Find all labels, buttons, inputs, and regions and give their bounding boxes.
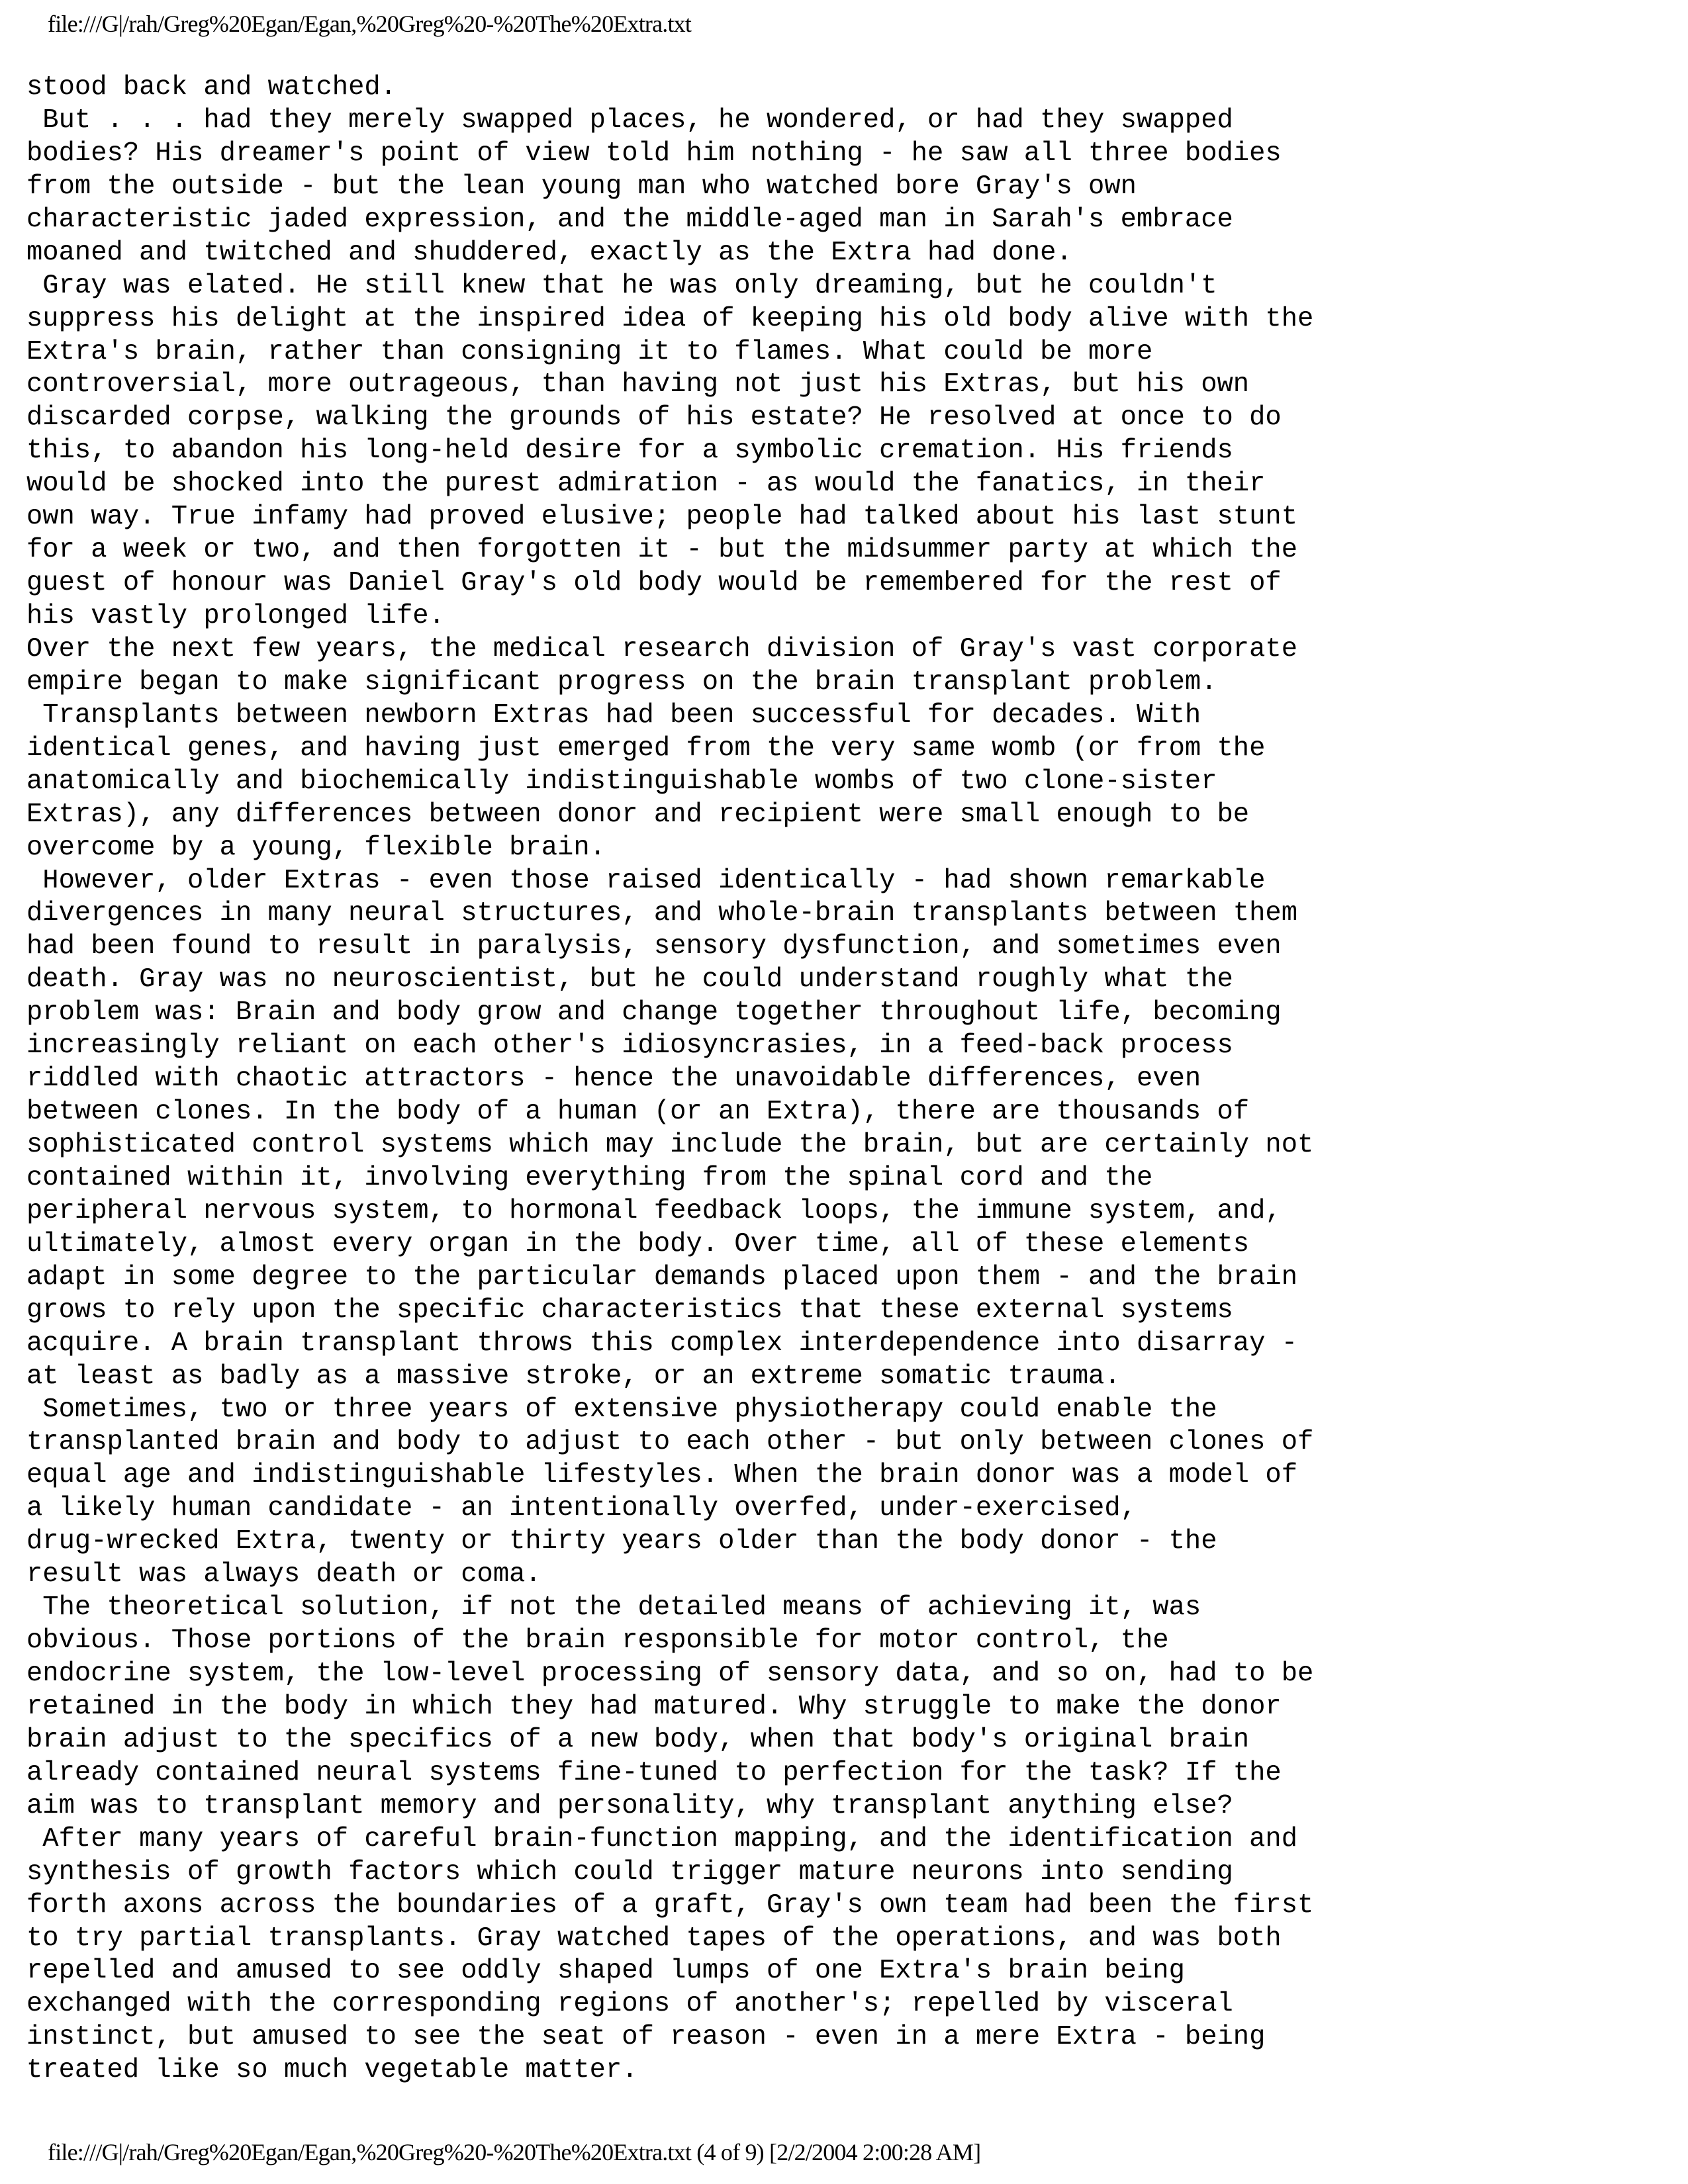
text-line: increasingly reliant on each other's idiosyncrasies, in a feed-back process bbox=[26, 1030, 1233, 1062]
text-line: The theoretical solution, if not the detailed means of achieving it, was bbox=[26, 1592, 1201, 1623]
text-line: sophisticated control systems which may include the brain, but are certainly not bbox=[26, 1130, 1314, 1160]
text-line: Extras), any differences between donor and recipient were small enough to be bbox=[26, 799, 1250, 830]
text-line: exchanged with the corresponding regions of another's; repelled by visceral bbox=[26, 1989, 1233, 2020]
text-line: aim was to transplant memory and personality, why transplant anything else? bbox=[26, 1790, 1233, 1821]
text-line: this, to abandon his long-held desire for a symbolic cremation. His friends bbox=[26, 435, 1233, 467]
text-line: characteristic jaded expression, and the middle-aged man in Sarah's embrace bbox=[26, 204, 1233, 235]
text-line: to try partial transplants. Gray watched tapes of the operations, and was both bbox=[26, 1923, 1282, 1954]
text-line: grows to rely upon the specific characteristics that these external systems bbox=[26, 1295, 1233, 1326]
text-line: However, older Extras - even those raised identically - had shown remarkable bbox=[26, 865, 1266, 896]
text-line: result was always death or coma. bbox=[26, 1559, 541, 1590]
header-file-path: file:///G|/rah/Greg%20Egan/Egan,%20Greg%20-%20The%20Extra.txt bbox=[48, 11, 692, 37]
text-line: for a week or two, and then forgotten it - but the midsummer party at which the bbox=[26, 535, 1298, 566]
text-line: But . . . had they merely swapped places, he wondered, or had they swapped bbox=[26, 105, 1233, 136]
text-line: would be shocked into the purest admiration - as would the fanatics, in their bbox=[26, 469, 1266, 500]
text-line: Sometimes, two or three years of extensive physiotherapy could enable the bbox=[26, 1394, 1217, 1425]
text-line: guest of honour was Daniel Gray's old body would be remembered for the rest of bbox=[26, 568, 1282, 599]
text-line: bodies? His dreamer's point of view told him nothing - he saw all three bodies bbox=[26, 138, 1282, 169]
text-line: retained in the body in which they had matured. Why struggle to make the donor bbox=[26, 1691, 1282, 1722]
text-line: from the outside - but the lean young man who watched bore Gray's own bbox=[26, 171, 1137, 202]
text-line: overcome by a young, flexible brain. bbox=[26, 832, 606, 863]
text-line: discarded corpse, walking the grounds of his estate? He resolved at once to do bbox=[26, 402, 1282, 433]
text-line: equal age and indistinguishable lifestyles. When the brain donor was a model of bbox=[26, 1460, 1298, 1491]
text-line: synthesis of growth factors which could trigger mature neurons into sending bbox=[26, 1856, 1233, 1888]
text-line: obvious. Those portions of the brain responsible for motor control, the bbox=[26, 1625, 1169, 1657]
document-body-text bbox=[26, 71, 1668, 2087]
text-line: brain adjust to the specifics of a new body, when that body's original brain bbox=[26, 1724, 1250, 1755]
text-line: controversial, more outrageous, than having not just his Extras, but his own bbox=[26, 369, 1250, 400]
text-line: Extra's brain, rather than consigning it to flames. What could be more bbox=[26, 336, 1153, 367]
text-line: Transplants between newborn Extras had been successful for decades. With bbox=[26, 700, 1201, 731]
text-line: already contained neural systems fine-tuned to perfection for the task? If the bbox=[26, 1757, 1282, 1788]
text-line: contained within it, involving everything from the spinal cord and the bbox=[26, 1162, 1153, 1193]
text-line: instinct, but amused to see the seat of reason - even in a mere Extra - being bbox=[26, 2022, 1266, 2053]
text-line: his vastly prolonged life. bbox=[26, 601, 445, 631]
text-line: transplanted brain and body to adjust to each other - but only between clones of bbox=[26, 1427, 1314, 1458]
text-line: stood back and watched. bbox=[26, 72, 397, 103]
text-line: forth axons across the boundaries of a graft, Gray's own team had been the first bbox=[26, 1889, 1314, 1921]
text-line: repelled and amused to see oddly shaped lumps of one Extra's brain being bbox=[26, 1956, 1185, 1987]
text-line: a likely human candidate - an intentionally overfed, under-exercised, bbox=[26, 1493, 1137, 1524]
text-line: ultimately, almost every organ in the body. Over time, all of these elements bbox=[26, 1228, 1250, 1259]
text-line: death. Gray was no neuroscientist, but he could understand roughly what the bbox=[26, 964, 1233, 995]
text-line: drug-wrecked Extra, twenty or thirty years older than the body donor - the bbox=[26, 1526, 1217, 1557]
text-line: acquire. A brain transplant throws this complex interdependence into disarray - bbox=[26, 1328, 1298, 1359]
text-line: empire began to make significant progress on the brain transplant problem. bbox=[26, 666, 1217, 698]
text-line: anatomically and biochemically indistinguishable wombs of two clone-sister bbox=[26, 766, 1217, 797]
text-line: riddled with chaotic attractors - hence the unavoidable differences, even bbox=[26, 1064, 1201, 1095]
text-line: between clones. In the body of a human (or an Extra), there are thousands of bbox=[26, 1097, 1250, 1128]
text-line: had been found to result in paralysis, sensory dysfunction, and sometimes even bbox=[26, 931, 1282, 962]
text-line: treated like so much vegetable matter. bbox=[26, 2055, 638, 2086]
text-line: divergences in many neural structures, and whole-brain transplants between them bbox=[26, 898, 1298, 929]
text-line: endocrine system, the low-level processing of sensory data, and so on, had to be bbox=[26, 1659, 1314, 1689]
footer-file-path-page-info: file:///G|/rah/Greg%20Egan/Egan,%20Greg%20-%20The%20Extra.txt (4 of 9) [2/2/2004 2:00:28 AM] bbox=[48, 2139, 981, 2165]
text-line: own way. True infamy had proved elusive; people had talked about his last stunt bbox=[26, 502, 1298, 533]
text-line: After many years of careful brain-function mapping, and the identification and bbox=[26, 1823, 1298, 1854]
text-line: identical genes, and having just emerged from the very same womb (or from the bbox=[26, 733, 1266, 764]
text-line: peripheral nervous system, to hormonal feedback loops, the immune system, and, bbox=[26, 1195, 1282, 1226]
text-line: Gray was elated. He still knew that he was only dreaming, but he couldn't bbox=[26, 270, 1217, 301]
text-line: suppress his delight at the inspired idea of keeping his old body alive with the bbox=[26, 303, 1314, 334]
text-line: adapt in some degree to the particular demands placed upon them - and the brain bbox=[26, 1261, 1298, 1293]
text-line: problem was: Brain and body grow and change together throughout life, becoming bbox=[26, 997, 1282, 1028]
text-line: at least as badly as a massive stroke, or an extreme somatic trauma. bbox=[26, 1361, 1121, 1392]
text-line: Over the next few years, the medical research division of Gray's vast corporate bbox=[26, 633, 1298, 664]
text-line: moaned and twitched and shuddered, exactly as the Extra had done. bbox=[26, 237, 1072, 268]
